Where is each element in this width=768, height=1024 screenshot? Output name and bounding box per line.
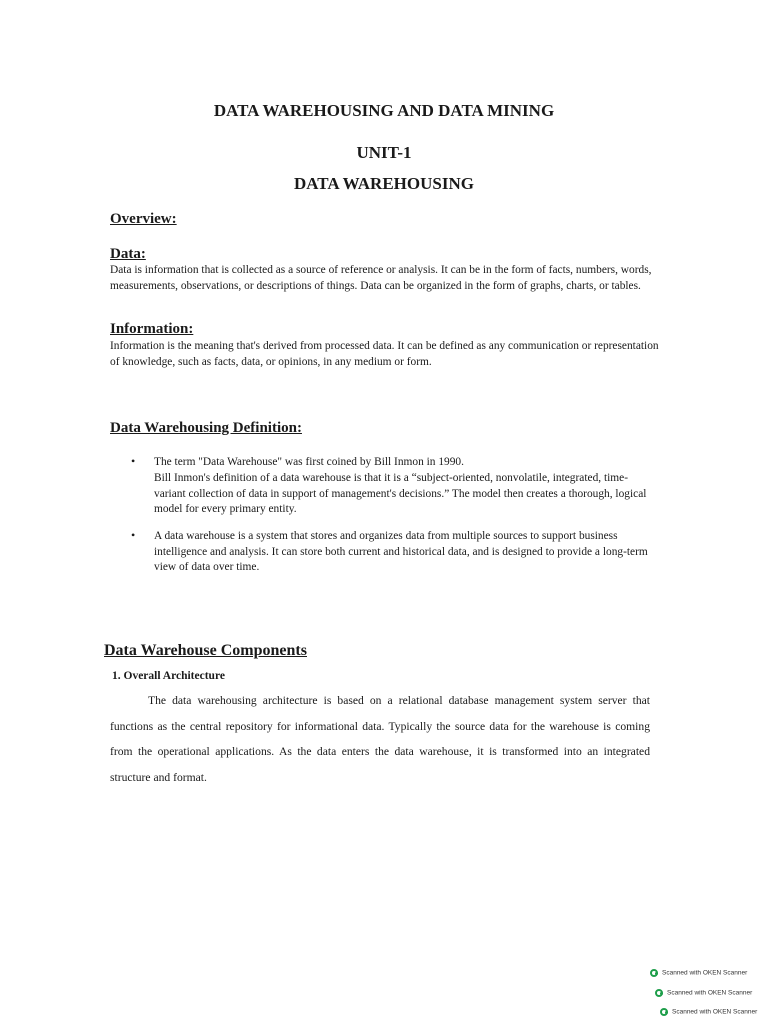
- scanner-logo-icon: [655, 989, 663, 997]
- overview-heading: Overview:: [110, 211, 177, 227]
- architecture-paragraph: The data warehousing architecture is based on a relational database management system server that functions as the central repository for informational data. Typically the source data for the warehouse is coming from the operational applications. As the data enters the data warehouse, it is transformed into an integrated structure and format.: [110, 694, 650, 784]
- scanner-watermark: Scanned with OKEN Scanner: [660, 1008, 757, 1016]
- bullet-item-1: [0, 454, 768, 524]
- dw-definition-heading: Data Warehousing Definition:: [110, 420, 302, 436]
- bullet-2-text: A data warehouse is a system that stores and organizes data from multiple sources to support business intelligence and analysis. It can store both current and historical data, and is designed to provide a long-term view of data over time.: [154, 530, 648, 573]
- scanner-watermark: Scanned with OKEN Scanner: [650, 969, 747, 977]
- scanner-watermark: Scanned with OKEN Scanner: [655, 989, 752, 997]
- architecture-heading: 1. Overall Architecture: [112, 670, 225, 682]
- subtitle-heading: DATA WAREHOUSING: [294, 174, 474, 193]
- components-heading: Data Warehouse Components: [104, 642, 307, 659]
- scanner-logo-icon: [650, 969, 658, 977]
- bullet-item-2: [0, 528, 768, 580]
- data-heading: Data:: [110, 246, 146, 262]
- bullet-dot: •: [131, 528, 136, 542]
- information-heading: Information:: [110, 321, 194, 337]
- bullet-dot: •: [131, 454, 136, 468]
- unit-heading: UNIT-1: [356, 143, 412, 162]
- scanner-logo-icon: [660, 1008, 668, 1016]
- document-title: DATA WAREHOUSING AND DATA MINING: [213, 101, 555, 120]
- data-paragraph: Data is information that is collected as a source of reference or analysis. It can be in the form of facts, numbers, words, measurements, observations, or descriptions of things. Data can be organized in the form of graphs, charts, or tables.: [110, 264, 652, 292]
- information-paragraph: Information is the meaning that's derived from processed data. It can be defined as any communication or representation of knowledge, such as facts, data, or opinions, in any medium or form.: [110, 340, 659, 368]
- bullet-1-line-1: The term "Data Warehouse" was first coined by Bill Inmon in 1990.: [154, 456, 464, 468]
- bullet-1-rest: Bill Inmon's definition of a data warehouse is that it is a “subject-oriented, nonvolatile, integrated, time-variant collection of data in support of management's decisions.” The model then creates a thorough, logical model for every primary entity.: [154, 472, 647, 515]
